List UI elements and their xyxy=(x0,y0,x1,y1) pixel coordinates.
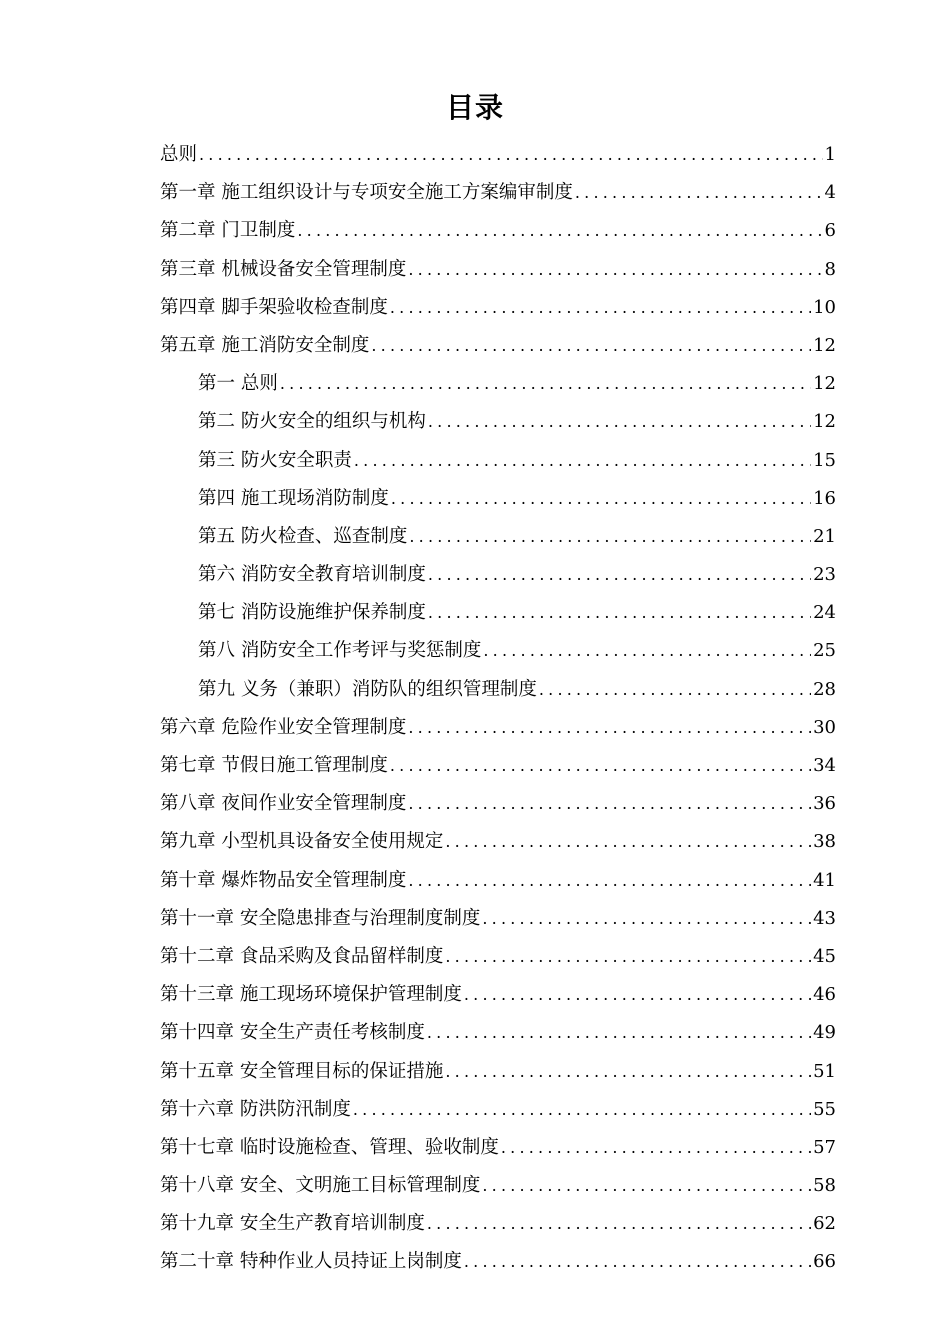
toc-dot-leader xyxy=(409,518,811,556)
toc-chapter-entry[interactable] xyxy=(160,1167,836,1205)
toc-dot-leader xyxy=(539,671,811,709)
toc-dot-leader xyxy=(501,1129,811,1167)
toc-entry-label: 第十章 爆炸物品安全管理制度 xyxy=(160,869,407,891)
toc-subsection-entry[interactable] xyxy=(160,403,836,441)
toc-entry-label: 第十二章 食品采购及食品留样制度 xyxy=(160,945,444,967)
toc-entry-label: 第八章 夜间作业安全管理制度 xyxy=(160,793,407,815)
toc-dot-leader xyxy=(297,212,822,250)
toc-dot-leader xyxy=(371,327,811,365)
toc-subsection-entry[interactable] xyxy=(160,480,836,518)
toc-dot-leader xyxy=(408,785,811,823)
toc-dot-leader xyxy=(391,480,811,518)
toc-entry-label: 第二章 门卫制度 xyxy=(160,220,296,242)
toc-chapter-entry[interactable] xyxy=(160,289,836,327)
toc-entry-label: 总则 xyxy=(160,144,198,165)
toc-page-number: 43 xyxy=(813,907,836,929)
toc-page-number: 12 xyxy=(813,334,836,356)
toc-dot-leader xyxy=(280,365,811,403)
toc-page-number: 24 xyxy=(813,602,836,624)
toc-entry-label: 第十一章 安全隐患排查与治理制度制度 xyxy=(160,907,481,929)
toc-page-number: 6 xyxy=(824,220,836,242)
toc-dot-leader xyxy=(353,1091,811,1129)
toc-page-number: 12 xyxy=(813,411,836,433)
toc-subsection-entry[interactable] xyxy=(160,594,836,632)
toc-page-number: 15 xyxy=(813,449,836,471)
toc-dot-leader xyxy=(483,632,811,670)
toc-chapter-entry[interactable] xyxy=(160,709,836,747)
toc-chapter-entry[interactable] xyxy=(160,1014,836,1052)
toc-page-number: 49 xyxy=(813,1022,836,1044)
toc-dot-leader xyxy=(408,251,822,289)
toc-dot-leader xyxy=(408,709,811,747)
toc-chapter-entry[interactable] xyxy=(160,1129,836,1167)
toc-entry-label: 第十四章 安全生产责任考核制度 xyxy=(160,1022,425,1044)
toc-dot-leader xyxy=(428,403,811,441)
toc-subsection-entry[interactable] xyxy=(160,442,836,480)
toc-chapter-entry[interactable] xyxy=(160,327,836,365)
toc-chapter-entry[interactable] xyxy=(160,212,836,250)
table-of-contents xyxy=(160,136,836,1282)
toc-chapter-entry[interactable] xyxy=(160,976,836,1014)
toc-entry-label: 第八 消防安全工作考评与奖惩制度 xyxy=(198,640,482,662)
toc-entry-label: 第三 防火安全职责 xyxy=(198,449,352,471)
toc-chapter-entry[interactable] xyxy=(160,1243,836,1281)
toc-dot-leader xyxy=(464,976,811,1014)
toc-dot-leader xyxy=(575,174,823,212)
toc-entry-label: 第一章 施工组织设计与专项安全施工方案编审制度 xyxy=(160,182,573,204)
toc-dot-leader xyxy=(428,556,811,594)
toc-page-number: 16 xyxy=(813,487,836,509)
toc-dot-leader xyxy=(445,823,811,861)
toc-entry-label: 第二十章 特种作业人员持证上岗制度 xyxy=(160,1251,462,1273)
toc-entry-label: 第三章 机械设备安全管理制度 xyxy=(160,258,407,280)
toc-dot-leader xyxy=(408,862,811,900)
toc-dot-leader xyxy=(390,289,811,327)
toc-page-number: 28 xyxy=(813,678,836,700)
toc-chapter-entry[interactable] xyxy=(160,900,836,938)
toc-page-number: 62 xyxy=(813,1213,836,1235)
toc-page-number: 66 xyxy=(813,1251,836,1273)
toc-entry-label: 第九章 小型机具设备安全使用规定 xyxy=(160,831,444,853)
toc-page-number: 41 xyxy=(813,869,836,891)
toc-page-number: 36 xyxy=(813,793,836,815)
toc-dot-leader xyxy=(354,442,811,480)
toc-chapter-entry[interactable] xyxy=(160,251,836,289)
toc-subsection-entry[interactable] xyxy=(160,365,836,403)
toc-page-number: 46 xyxy=(813,984,836,1006)
toc-page-number: 57 xyxy=(813,1136,836,1158)
toc-page-number: 58 xyxy=(813,1175,836,1197)
toc-dot-leader xyxy=(390,747,811,785)
toc-page-number: 12 xyxy=(813,373,836,395)
toc-subsection-entry[interactable] xyxy=(160,671,836,709)
toc-page-number: 45 xyxy=(813,945,836,967)
toc-entry-label: 第十七章 临时设施检查、管理、验收制度 xyxy=(160,1136,499,1158)
toc-page-number: 25 xyxy=(813,640,836,662)
toc-dot-leader xyxy=(482,1167,811,1205)
toc-entry-label: 第一 总则 xyxy=(198,373,278,395)
toc-dot-leader xyxy=(445,938,811,976)
toc-chapter-entry[interactable] xyxy=(160,785,836,823)
toc-entry-label: 第二 防火安全的组织与机构 xyxy=(198,411,426,433)
toc-chapter-entry[interactable] xyxy=(160,1053,836,1091)
toc-page-number: 51 xyxy=(813,1060,836,1082)
toc-entry-label: 第七章 节假日施工管理制度 xyxy=(160,755,388,776)
toc-entry-label: 第七 消防设施维护保养制度 xyxy=(198,602,426,624)
toc-dot-leader xyxy=(445,1053,811,1091)
toc-entry-label: 第六章 危险作业安全管理制度 xyxy=(160,716,407,738)
toc-page-number: 1 xyxy=(824,144,836,165)
toc-entry-label: 第四章 脚手架验收检查制度 xyxy=(160,296,388,318)
toc-entry-label: 第五 防火检查、巡查制度 xyxy=(198,525,408,547)
toc-page-number: 8 xyxy=(824,258,836,280)
toc-title: 目录 xyxy=(445,91,504,124)
toc-subsection-entry[interactable] xyxy=(160,518,836,556)
toc-dot-leader xyxy=(427,1205,811,1243)
toc-chapter-entry[interactable] xyxy=(160,174,836,212)
toc-subsection-entry[interactable] xyxy=(160,632,836,670)
toc-entry-label: 第十三章 施工现场环境保护管理制度 xyxy=(160,984,462,1006)
toc-page-number: 23 xyxy=(813,564,836,586)
toc-chapter-entry[interactable] xyxy=(160,862,836,900)
toc-entry-label: 第四 施工现场消防制度 xyxy=(198,487,389,509)
toc-chapter-entry[interactable] xyxy=(160,823,836,861)
toc-dot-leader xyxy=(464,1243,811,1281)
toc-entry-label: 第十八章 安全、文明施工目标管理制度 xyxy=(160,1175,481,1197)
toc-entry-label: 第六 消防安全教育培训制度 xyxy=(198,564,426,586)
toc-page-number: 4 xyxy=(824,182,836,204)
toc-entry-label: 第十九章 安全生产教育培训制度 xyxy=(160,1213,425,1235)
toc-entry-label: 第十五章 安全管理目标的保证措施 xyxy=(160,1060,444,1082)
toc-page-number: 10 xyxy=(813,296,836,318)
toc-page-number: 21 xyxy=(813,525,836,547)
toc-dot-leader xyxy=(427,1014,811,1052)
toc-subsection-entry[interactable] xyxy=(160,556,836,594)
toc-dot-leader xyxy=(199,136,823,174)
toc-entry-label: 第十六章 防洪防汛制度 xyxy=(160,1098,351,1120)
toc-page-number: 30 xyxy=(813,716,836,738)
toc-page-number: 55 xyxy=(813,1098,836,1120)
toc-chapter-entry[interactable] xyxy=(160,1205,836,1243)
toc-dot-leader xyxy=(428,594,811,632)
toc-page-number: 38 xyxy=(813,831,836,853)
toc-dot-leader xyxy=(482,900,811,938)
toc-entry-label: 第九 义务（兼职）消防队的组织管理制度 xyxy=(198,678,537,700)
toc-chapter-entry[interactable] xyxy=(160,747,836,785)
toc-chapter-entry[interactable] xyxy=(160,1091,836,1129)
toc-chapter-entry[interactable] xyxy=(160,136,836,174)
toc-page-number: 34 xyxy=(813,755,836,776)
toc-entry-label: 第五章 施工消防安全制度 xyxy=(160,334,370,356)
toc-chapter-entry[interactable] xyxy=(160,938,836,976)
